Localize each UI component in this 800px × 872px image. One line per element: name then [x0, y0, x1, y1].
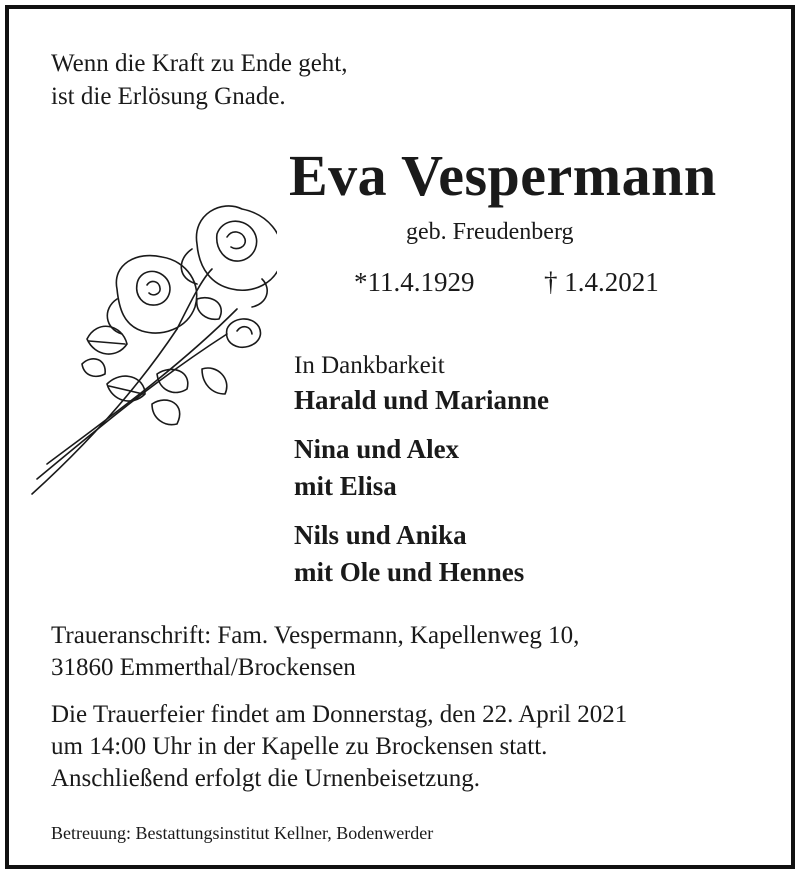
maiden-name: geb. Freudenberg [406, 219, 574, 245]
gratitude-intro: In Dankbarkeit [294, 352, 445, 379]
rose-illustration [27, 189, 277, 509]
quote-line-1: Wenn die Kraft zu Ende geht, [51, 50, 348, 77]
family-line-2: Nina und Alex [294, 434, 460, 464]
death-date: † 1.4.2021 [544, 267, 659, 297]
family-line-4: Nils und Anika [294, 520, 467, 550]
family-line-5: mit Ole und Hennes [294, 557, 525, 587]
address-line-2: 31860 Emmerthal/Brockensen [51, 654, 356, 681]
family-line-3: mit Elisa [294, 471, 397, 501]
quote-line-2: ist die Erlösung Gnade. [51, 83, 286, 110]
ceremony-line-2: um 14:00 Uhr in der Kapelle zu Brockensen statt. [51, 733, 548, 760]
ceremony-line-3: Anschließend erfolgt die Urnenbeisetzung. [51, 765, 481, 792]
deceased-name: Eva Vespermann [289, 143, 717, 208]
birth-date: *11.4.1929 [354, 267, 475, 297]
address-line-1: Traueranschrift: Fam. Vespermann, Kapellenweg 10, [51, 622, 580, 649]
funeral-home-credit: Betreuung: Bestattungsinstitut Kellner, Bodenwerder [51, 823, 434, 843]
ceremony-line-1: Die Trauerfeier findet am Donnerstag, den 22. April 2021 [51, 701, 628, 728]
obituary-frame [5, 5, 795, 869]
family-line-1: Harald und Marianne [294, 385, 550, 415]
